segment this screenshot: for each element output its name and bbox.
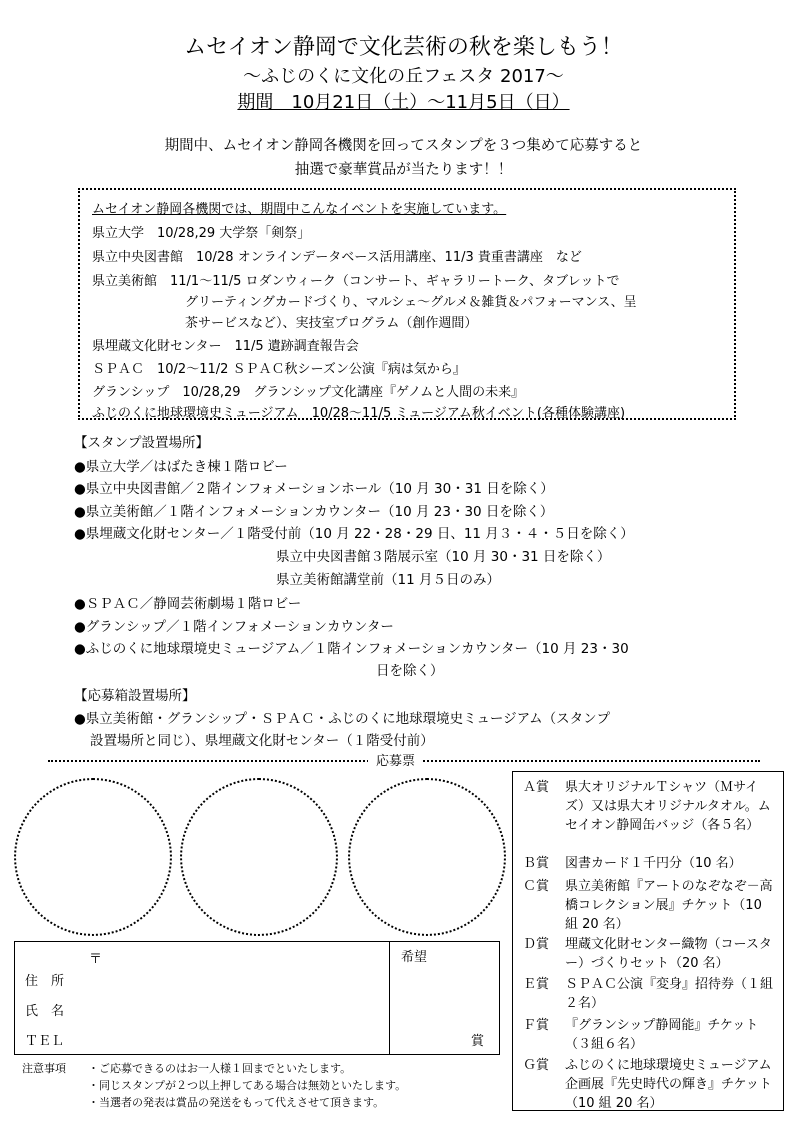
stamp-circle[interactable]	[348, 778, 506, 936]
address-label: 住 所	[25, 974, 65, 989]
prize-grade: Ａ賞	[523, 780, 550, 795]
prize-grade: Ｃ賞	[523, 879, 550, 894]
stamp-location: 県立美術館講堂前（11 月５日のみ）	[276, 572, 500, 588]
event-line: 県立大学 10/28,29 大学祭「剣祭」	[92, 226, 311, 241]
page-title: ムセイオン静岡で文化芸術の秋を楽しもう！	[184, 35, 623, 60]
stamp-location: ●ふじのくに地球環境史ミュージアム／１階インフォメーションカウンター（10 月 23・30	[74, 641, 629, 657]
prize-grade: Ｄ賞	[523, 937, 550, 952]
prize-grade: Ｂ賞	[523, 856, 550, 871]
prize-item	[523, 935, 777, 973]
note-line: ・ご応募できるのはお一人様１回までといたします。	[88, 1062, 352, 1075]
stamp-circle[interactable]	[180, 778, 338, 936]
prize-list	[512, 771, 784, 1111]
prize-text: 県大オリジナルＴシャツ（Ｍサイズ）又は県大オリジナルタオル。ムセイオン静岡缶バッジ（各５名）	[565, 780, 771, 833]
event-line: ＳＰＡＣ 10/2～11/2 ＳＰＡＣ秋シーズン公演『病は気から』	[92, 362, 466, 377]
box-location: 設置場所と同じ）、県埋蔵文化財センター（１階受付前）	[90, 733, 434, 749]
note-line: ・当選者の発表は賞品の発送をもって代えさせて頂きます。	[88, 1096, 385, 1109]
prize-item	[523, 1016, 777, 1054]
postal-mark: 〒	[89, 952, 103, 967]
application-form	[14, 941, 500, 1055]
box-location: ●県立美術館・グランシップ・ＳＰＡＣ・ふじのくに地球環境史ミュージアム（スタンプ	[74, 711, 611, 727]
prize-item	[523, 975, 777, 1013]
wish-label: 希望	[401, 950, 428, 965]
prize-item	[523, 854, 777, 873]
prize-grade: Ｆ賞	[523, 1018, 550, 1033]
prize-suffix: 賞	[471, 1034, 485, 1049]
prize-text: ふじのくに地球環境史ミュージアム企画展『先史時代の輝き』チケット（10 組 20 名）	[565, 1058, 772, 1111]
prize-grade: Ｇ賞	[523, 1058, 550, 1073]
events-heading: ムセイオン静岡各機関では、期間中こんなイベントを実施しています。	[92, 202, 507, 217]
page-subtitle: ～ふじのくに文化の丘フェスタ 2017～	[243, 66, 564, 87]
notes-label: 注意事項	[22, 1062, 66, 1075]
stamp-location: ●県埋蔵文化財センター／１階受付前（10 月 22・28・29 日、11 月３・４・５日を除く）	[74, 526, 634, 542]
prize-item	[523, 1056, 777, 1113]
event-line: 茶サービスなど）、実技室プログラム（創作週間）	[185, 316, 478, 331]
prize-text: 『グランシップ静岡能』チケット（３組６名）	[565, 1018, 759, 1052]
event-line: グランシップ 10/28,29 グランシップ文化講座『ゲノムと人間の未来』	[92, 385, 525, 400]
prize-text: 埋蔵文化財センター織物（コースター）づくりセット（20 名）	[565, 937, 772, 971]
stamp-location: ●県立中央図書館／２階インフォメーションホール（10 月 30・31 日を除く）	[74, 481, 554, 497]
note-line: ・同じスタンプが２つ以上押してある場合は無効といたします。	[88, 1079, 407, 1092]
event-line: ふじのくに地球環境史ミュージアム 10/28～11/5 ミュージアム秋イベント(各種体験講座)	[92, 406, 626, 421]
prize-item	[523, 877, 777, 934]
name-label: 氏 名	[25, 1004, 65, 1019]
prize-text: 図書カード１千円分（10 名）	[565, 856, 742, 871]
event-line: 県埋蔵文化財センター 11/5 遺跡調査報告会	[92, 339, 359, 354]
event-line: グリーティングカードづくり、マルシェ～グルメ＆雑貨＆パフォーマンス、呈	[185, 295, 637, 310]
stamp-location: 県立中央図書館３階展示室（10 月 30・31 日を除く）	[276, 549, 611, 565]
prize-item	[523, 778, 777, 835]
intro-line: 期間中、ムセイオン静岡各機関を回ってスタンプを３つ集めて応募すると	[164, 138, 643, 154]
stamp-location: 日を除く）	[376, 663, 444, 679]
events-box	[78, 188, 736, 420]
boxes-heading: 【応募箱設置場所】	[74, 688, 196, 704]
stamps-heading: 【スタンプ設置場所】	[74, 435, 209, 451]
intro-line: 抽選で豪華賞品が当たります！！	[294, 162, 513, 178]
prize-text: ＳＰＡＣ公演『変身』招待券（１組２名）	[565, 977, 774, 1011]
ticket-label: 応募票	[368, 750, 423, 769]
stamp-location: ●県立大学／はばたき棟１階ロビー	[74, 459, 288, 475]
stamp-circle[interactable]	[14, 778, 172, 936]
stamp-location: ●ＳＰＡＣ／静岡芸術劇場１階ロビー	[74, 596, 302, 612]
event-line: 県立中央図書館 10/28 オンラインデータベース活用講座、11/3 貴重書講座 など	[92, 250, 582, 265]
prize-text: 県立美術館『アートのなぞなぞ－高橋コレクション展』チケット（10 組 20 名）	[565, 879, 773, 932]
tel-label: ＴＥＬ	[25, 1034, 65, 1049]
form-divider	[389, 942, 390, 1054]
event-line: 県立美術館 11/1～11/5 ロダンウィーク（コンサート、ギャラリートーク、タブレットで	[92, 274, 620, 289]
prize-grade: Ｅ賞	[523, 977, 550, 992]
stamp-location: ●県立美術館／１階インフォメーションカウンター（10 月 23・30 日を除く）	[74, 504, 554, 520]
event-period: 期間 10月21日（土）～11月5日（日）	[237, 92, 570, 113]
stamp-location: ●グランシップ／１階インフォメーションカウンター	[74, 619, 394, 635]
